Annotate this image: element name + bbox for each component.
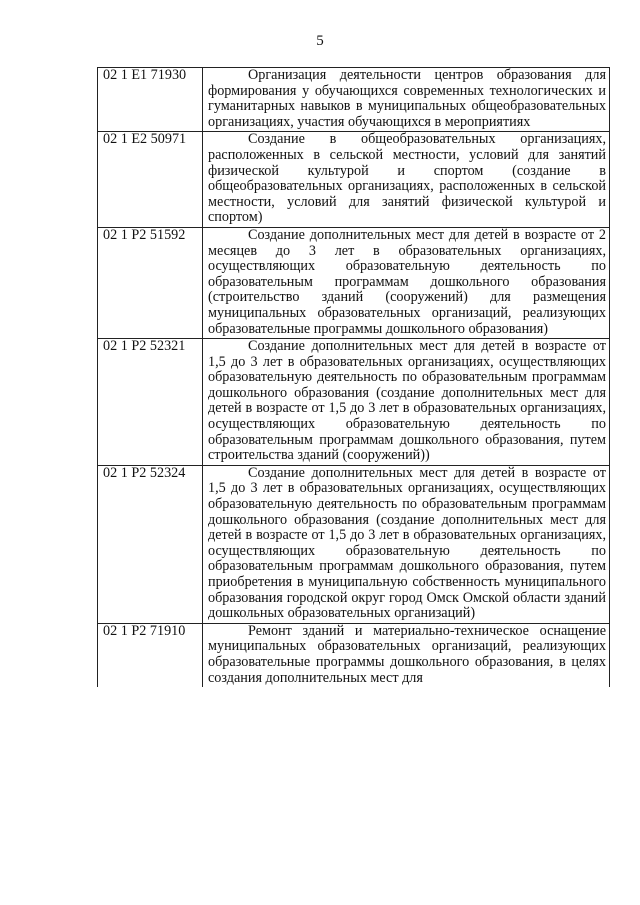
code-cell: 02 1 P2 71910 bbox=[98, 623, 203, 687]
table-row bbox=[98, 68, 610, 132]
description-text: Организация деятельности центров образования для формирования у обучающихся современных технологических и гуманитарных навыков в муниципальных общеобразовательных организациях, участия обучающихся в мероприятиях bbox=[208, 67, 606, 130]
description-cell bbox=[203, 132, 610, 228]
page-bottom-margin bbox=[96, 836, 612, 905]
description-cell bbox=[203, 465, 610, 623]
budget-code-table bbox=[97, 67, 610, 687]
table-row bbox=[98, 339, 610, 466]
description-cell bbox=[203, 623, 610, 687]
code-cell: 02 1 E1 71930 bbox=[98, 68, 203, 132]
description-text: Создание дополнительных мест для детей в возрасте от 1,5 до 3 лет в образовательных организациях, осуществляющих образовательную деятельность по образовательным программам дошкольного образования (создание дополнительных мест для детей в возрасте от 1,5 до 3 лет в образовательных организациях, осуществляющих образовательную деятельность по образовательным программам дошкольного образования, путем строительства зданий (сооружений)) bbox=[208, 338, 606, 464]
description-cell bbox=[203, 227, 610, 338]
description-text: Создание дополнительных мест для детей в возрасте от 1,5 до 3 лет в образовательных организациях, осуществляющих образовательную деятельность по образовательным программам дошкольного образования (создание дополнительных мест для детей в возрасте от 1,5 до 3 лет в образовательных организациях, осуществляющих образовательную деятельность по образовательным программам дошкольного образования, путем приобретения в муниципальную собственность муниципального образования городской округ город Омск Омской области зданий дошкольных образовательных организаций) bbox=[208, 464, 606, 622]
code-cell: 02 1 P2 52324 bbox=[98, 465, 203, 623]
table-row bbox=[98, 465, 610, 623]
table-row bbox=[98, 623, 610, 687]
page-number: 5 bbox=[316, 33, 324, 49]
description-cell bbox=[203, 339, 610, 466]
code-cell: 02 1 P2 51592 bbox=[98, 227, 203, 338]
table-row bbox=[98, 132, 610, 228]
description-text: Создание дополнительных мест для детей в возрасте от 2 месяцев до 3 лет в образовательных организациях, осуществляющих образовательную деятельность по образовательным программам дошкольного образования (строительство зданий (сооружений) для размещения муниципальных образовательных организаций, реализующих образовательные программы дошкольного образования) bbox=[208, 226, 606, 337]
code-cell: 02 1 E2 50971 bbox=[98, 132, 203, 228]
code-cell: 02 1 P2 52321 bbox=[98, 339, 203, 466]
table-row bbox=[98, 227, 610, 338]
description-text: Создание в общеобразовательных организациях, расположенных в сельской местности, условий для занятий физической культурой и спортом (создание в общеобразовательных организациях, расположенных в сельской местности, условий для занятий физической культурой и спортом) bbox=[208, 131, 606, 226]
description-text: Ремонт зданий и материально-техническое оснащение муниципальных образовательных организаций, реализующих образовательные программы дошкольного образования, в целях создания дополнительных мест для bbox=[208, 622, 606, 686]
description-cell bbox=[203, 68, 610, 132]
